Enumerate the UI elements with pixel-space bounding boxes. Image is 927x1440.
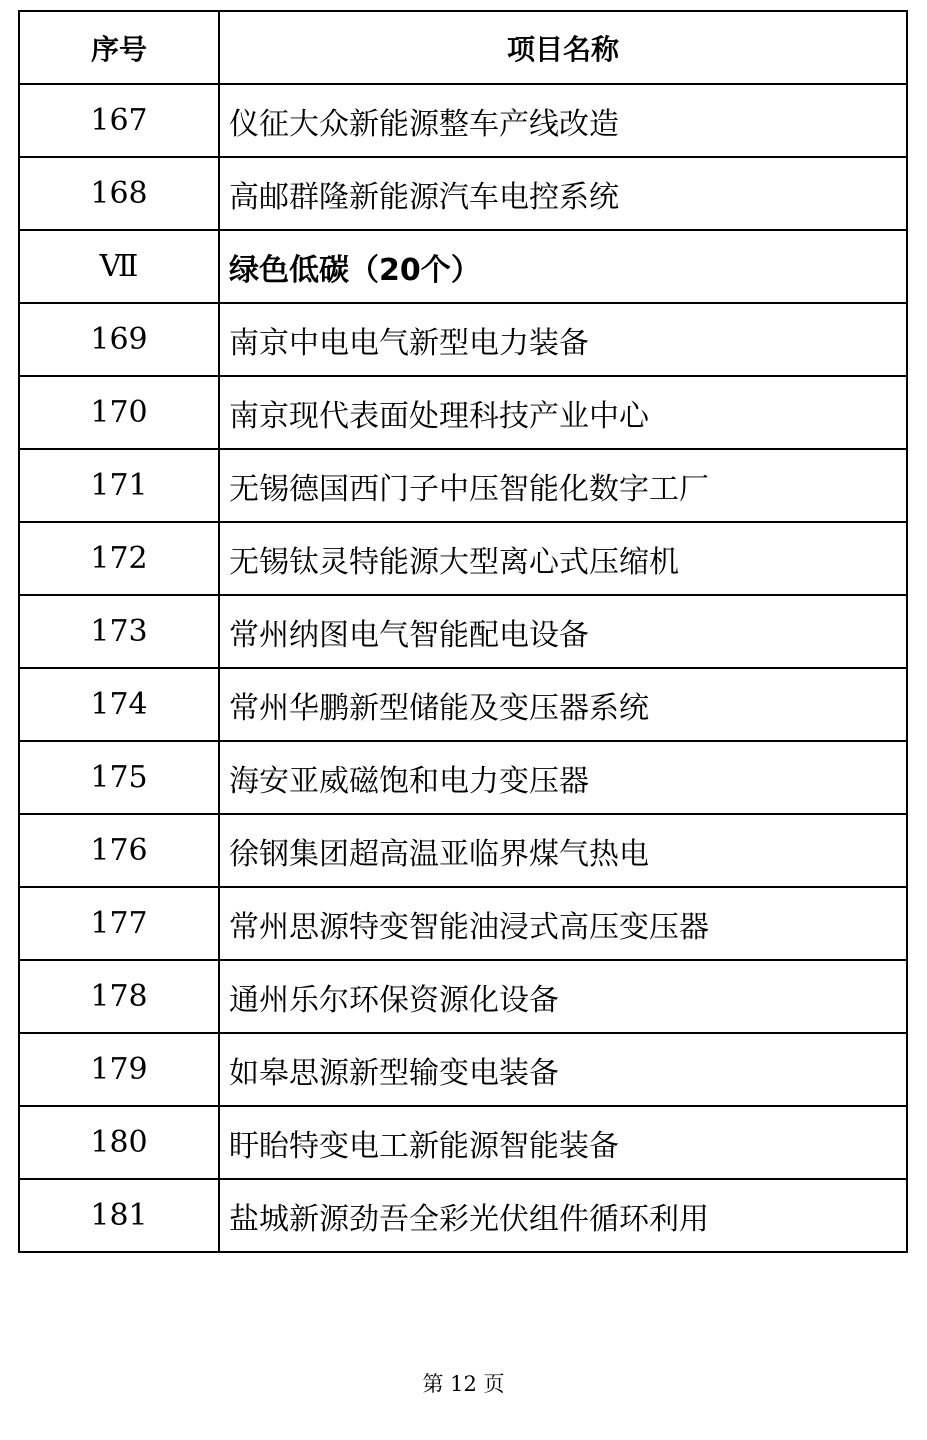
serial-number-cell: 181 [19, 1179, 219, 1252]
serial-number-cell: 172 [19, 522, 219, 595]
table-row [19, 1033, 907, 1106]
serial-number-cell: 179 [19, 1033, 219, 1106]
column-header-serial-number: 序号 [19, 11, 219, 84]
project-name-cell: 无锡钛灵特能源大型离心式压缩机 [219, 522, 907, 595]
serial-number-cell: 174 [19, 668, 219, 741]
project-name-cell: 徐钢集团超高温亚临界煤气热电 [219, 814, 907, 887]
column-header-project-name: 项目名称 [219, 11, 907, 84]
project-list-table [18, 10, 908, 1253]
project-name-cell: 常州思源特变智能油浸式高压变压器 [219, 887, 907, 960]
table-row [19, 376, 907, 449]
project-name-cell: 绿色低碳（20个） [219, 230, 907, 303]
project-name-cell: 仪征大众新能源整车产线改造 [219, 84, 907, 157]
project-name-cell: 南京现代表面处理科技产业中心 [219, 376, 907, 449]
project-name-cell: 海安亚威磁饱和电力变压器 [219, 741, 907, 814]
project-name-cell: 高邮群隆新能源汽车电控系统 [219, 157, 907, 230]
table-row [19, 522, 907, 595]
serial-number-cell: Ⅶ [19, 230, 219, 303]
table-row [19, 741, 907, 814]
serial-number-cell: 173 [19, 595, 219, 668]
project-name-cell: 常州纳图电气智能配电设备 [219, 595, 907, 668]
serial-number-cell: 178 [19, 960, 219, 1033]
table-row [19, 303, 907, 376]
project-name-cell: 无锡德国西门子中压智能化数字工厂 [219, 449, 907, 522]
table-row [19, 1106, 907, 1179]
table-row [19, 960, 907, 1033]
serial-number-cell: 171 [19, 449, 219, 522]
table-row [19, 84, 907, 157]
project-name-cell: 盱眙特变电工新能源智能装备 [219, 1106, 907, 1179]
page-number-footer: 第 12 页 [422, 1372, 505, 1396]
project-name-cell: 盐城新源劲吾全彩光伏组件循环利用 [219, 1179, 907, 1252]
project-name-cell: 通州乐尔环保资源化设备 [219, 960, 907, 1033]
table-row [19, 157, 907, 230]
table-row [19, 449, 907, 522]
project-name-cell: 常州华鹏新型储能及变压器系统 [219, 668, 907, 741]
serial-number-cell: 175 [19, 741, 219, 814]
table-row [19, 595, 907, 668]
serial-number-cell: 170 [19, 376, 219, 449]
table-row [19, 887, 907, 960]
project-name-cell: 南京中电电气新型电力装备 [219, 303, 907, 376]
table-row [19, 814, 907, 887]
table-row [19, 1179, 907, 1252]
serial-number-cell: 167 [19, 84, 219, 157]
serial-number-cell: 168 [19, 157, 219, 230]
serial-number-cell: 169 [19, 303, 219, 376]
serial-number-cell: 177 [19, 887, 219, 960]
serial-number-cell: 176 [19, 814, 219, 887]
table-row [19, 668, 907, 741]
table-body [19, 84, 907, 1252]
table-header-row [19, 11, 907, 84]
section-row [19, 230, 907, 303]
serial-number-cell: 180 [19, 1106, 219, 1179]
project-name-cell: 如皋思源新型输变电装备 [219, 1033, 907, 1106]
